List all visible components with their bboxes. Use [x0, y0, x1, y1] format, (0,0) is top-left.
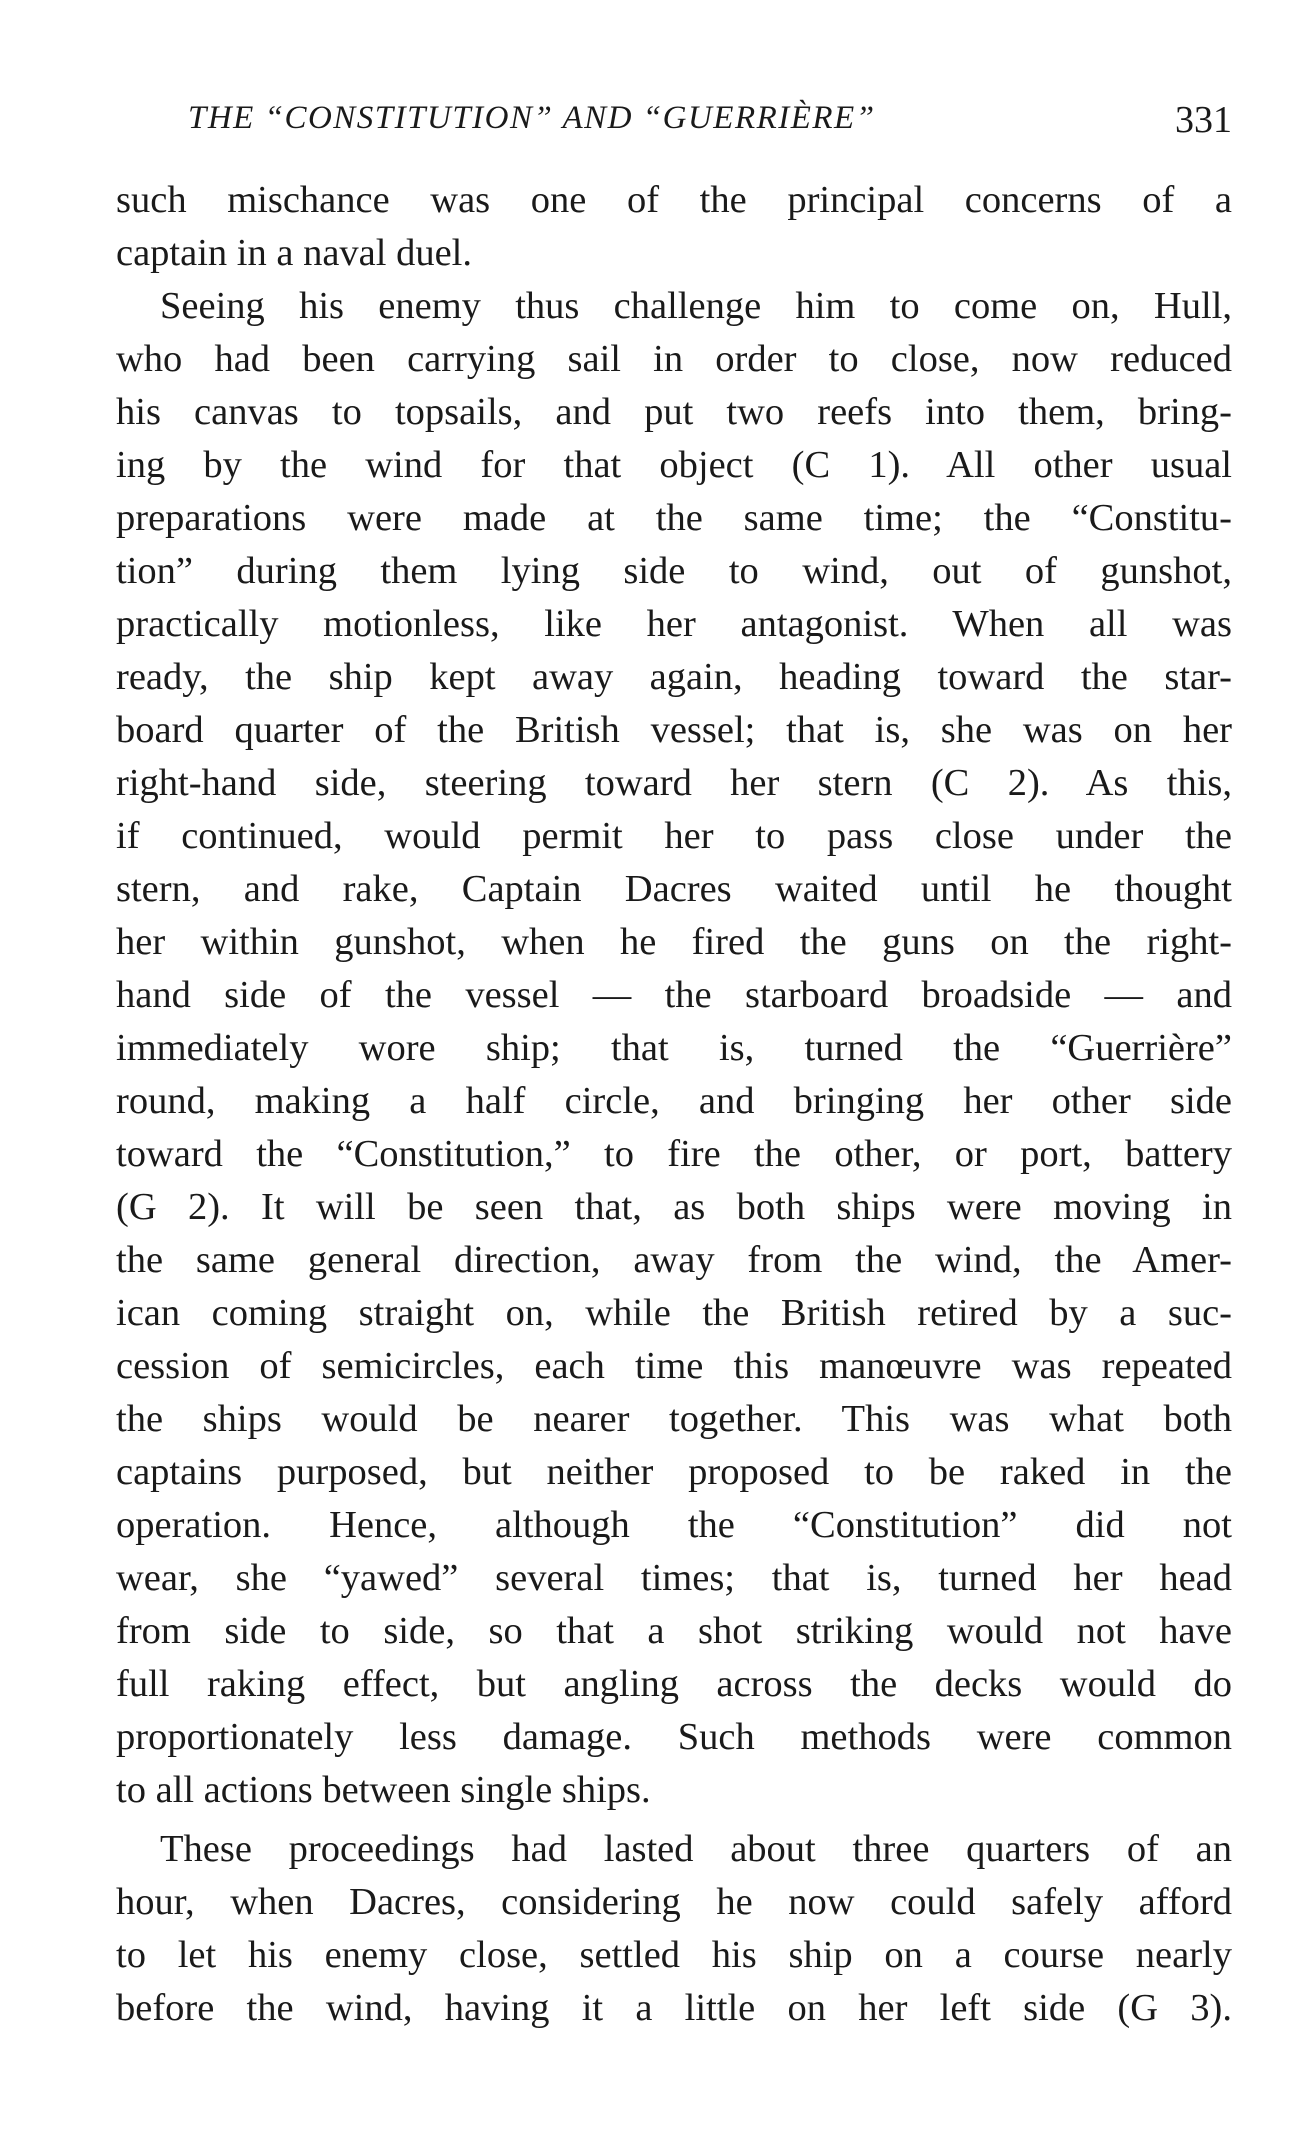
text-line: proportionately less damage. Such methods were common [116, 1716, 1232, 1758]
paragraph-3 [116, 1823, 1232, 2035]
text-line: captain in a naval duel. [116, 232, 472, 274]
text-line: his canvas to topsails, and put two reefs into them, bring- [116, 391, 1232, 433]
body-text [116, 174, 1232, 2035]
text-line: tion” during them lying side to wind, out of gunshot, [116, 550, 1232, 592]
text-line: captains purposed, but neither proposed to be raked in the [116, 1451, 1232, 1493]
text-line: cession of semicircles, each time this manœuvre was repeated [116, 1345, 1232, 1387]
text-line: (G 2). It will be seen that, as both ships were moving in [116, 1186, 1232, 1228]
text-line: the same general direction, away from the wind, the Amer- [116, 1239, 1232, 1281]
text-line: ing by the wind for that object (C 1). All other usual [116, 444, 1232, 486]
text-line: round, making a half circle, and bringing her other side [116, 1080, 1232, 1122]
text-line: practically motionless, like her antagonist. When all was [116, 603, 1232, 645]
text-line: wear, she “yawed” several times; that is, turned her head [116, 1557, 1232, 1599]
text-line: full raking effect, but angling across the decks would do [116, 1663, 1232, 1705]
text-line: operation. Hence, although the “Constitution” did not [116, 1504, 1232, 1546]
paragraph-2 [116, 280, 1232, 1817]
text-line: ican coming straight on, while the British retired by a suc- [116, 1292, 1232, 1334]
text-line: if continued, would permit her to pass close under the [116, 815, 1232, 857]
text-line: from side to side, so that a shot striking would not have [116, 1610, 1232, 1652]
text-line: to let his enemy close, settled his ship on a course nearly [116, 1934, 1232, 1976]
text-line: such mischance was one of the principal concerns of a [116, 179, 1232, 221]
book-page [116, 100, 1232, 2035]
text-line: board quarter of the British vessel; that is, she was on her [116, 709, 1232, 751]
text-line: her within gunshot, when he fired the guns on the right- [116, 921, 1232, 963]
text-line: ready, the ship kept away again, heading toward the star- [116, 656, 1232, 698]
text-line: to all actions between single ships. [116, 1769, 651, 1811]
text-line: Seeing his enemy thus challenge him to come on, Hull, [160, 285, 1232, 327]
running-title: THE “CONSTITUTION” AND “GUERRIÈRE” [188, 100, 876, 136]
paragraph-1 [116, 174, 1232, 280]
text-line: preparations were made at the same time; the “Constitu- [116, 497, 1232, 539]
text-line: right-hand side, steering toward her stern (C 2). As this, [116, 762, 1232, 804]
text-line: hour, when Dacres, considering he now could safely afford [116, 1881, 1232, 1923]
page-number: 331 [1175, 99, 1232, 141]
text-line: before the wind, having it a little on her left side (G 3). [116, 1987, 1232, 2029]
text-line: the ships would be nearer together. This was what both [116, 1398, 1232, 1440]
text-line: toward the “Constitution,” to fire the other, or port, battery [116, 1133, 1232, 1175]
text-line: immediately wore ship; that is, turned the “Guerrière” [116, 1027, 1232, 1069]
text-line: These proceedings had lasted about three quarters of an [160, 1828, 1232, 1870]
text-line: stern, and rake, Captain Dacres waited until he thought [116, 868, 1232, 910]
running-head [116, 100, 1232, 160]
text-line: who had been carrying sail in order to close, now reduced [116, 338, 1232, 380]
text-line: hand side of the vessel — the starboard broadside — and [116, 974, 1232, 1016]
